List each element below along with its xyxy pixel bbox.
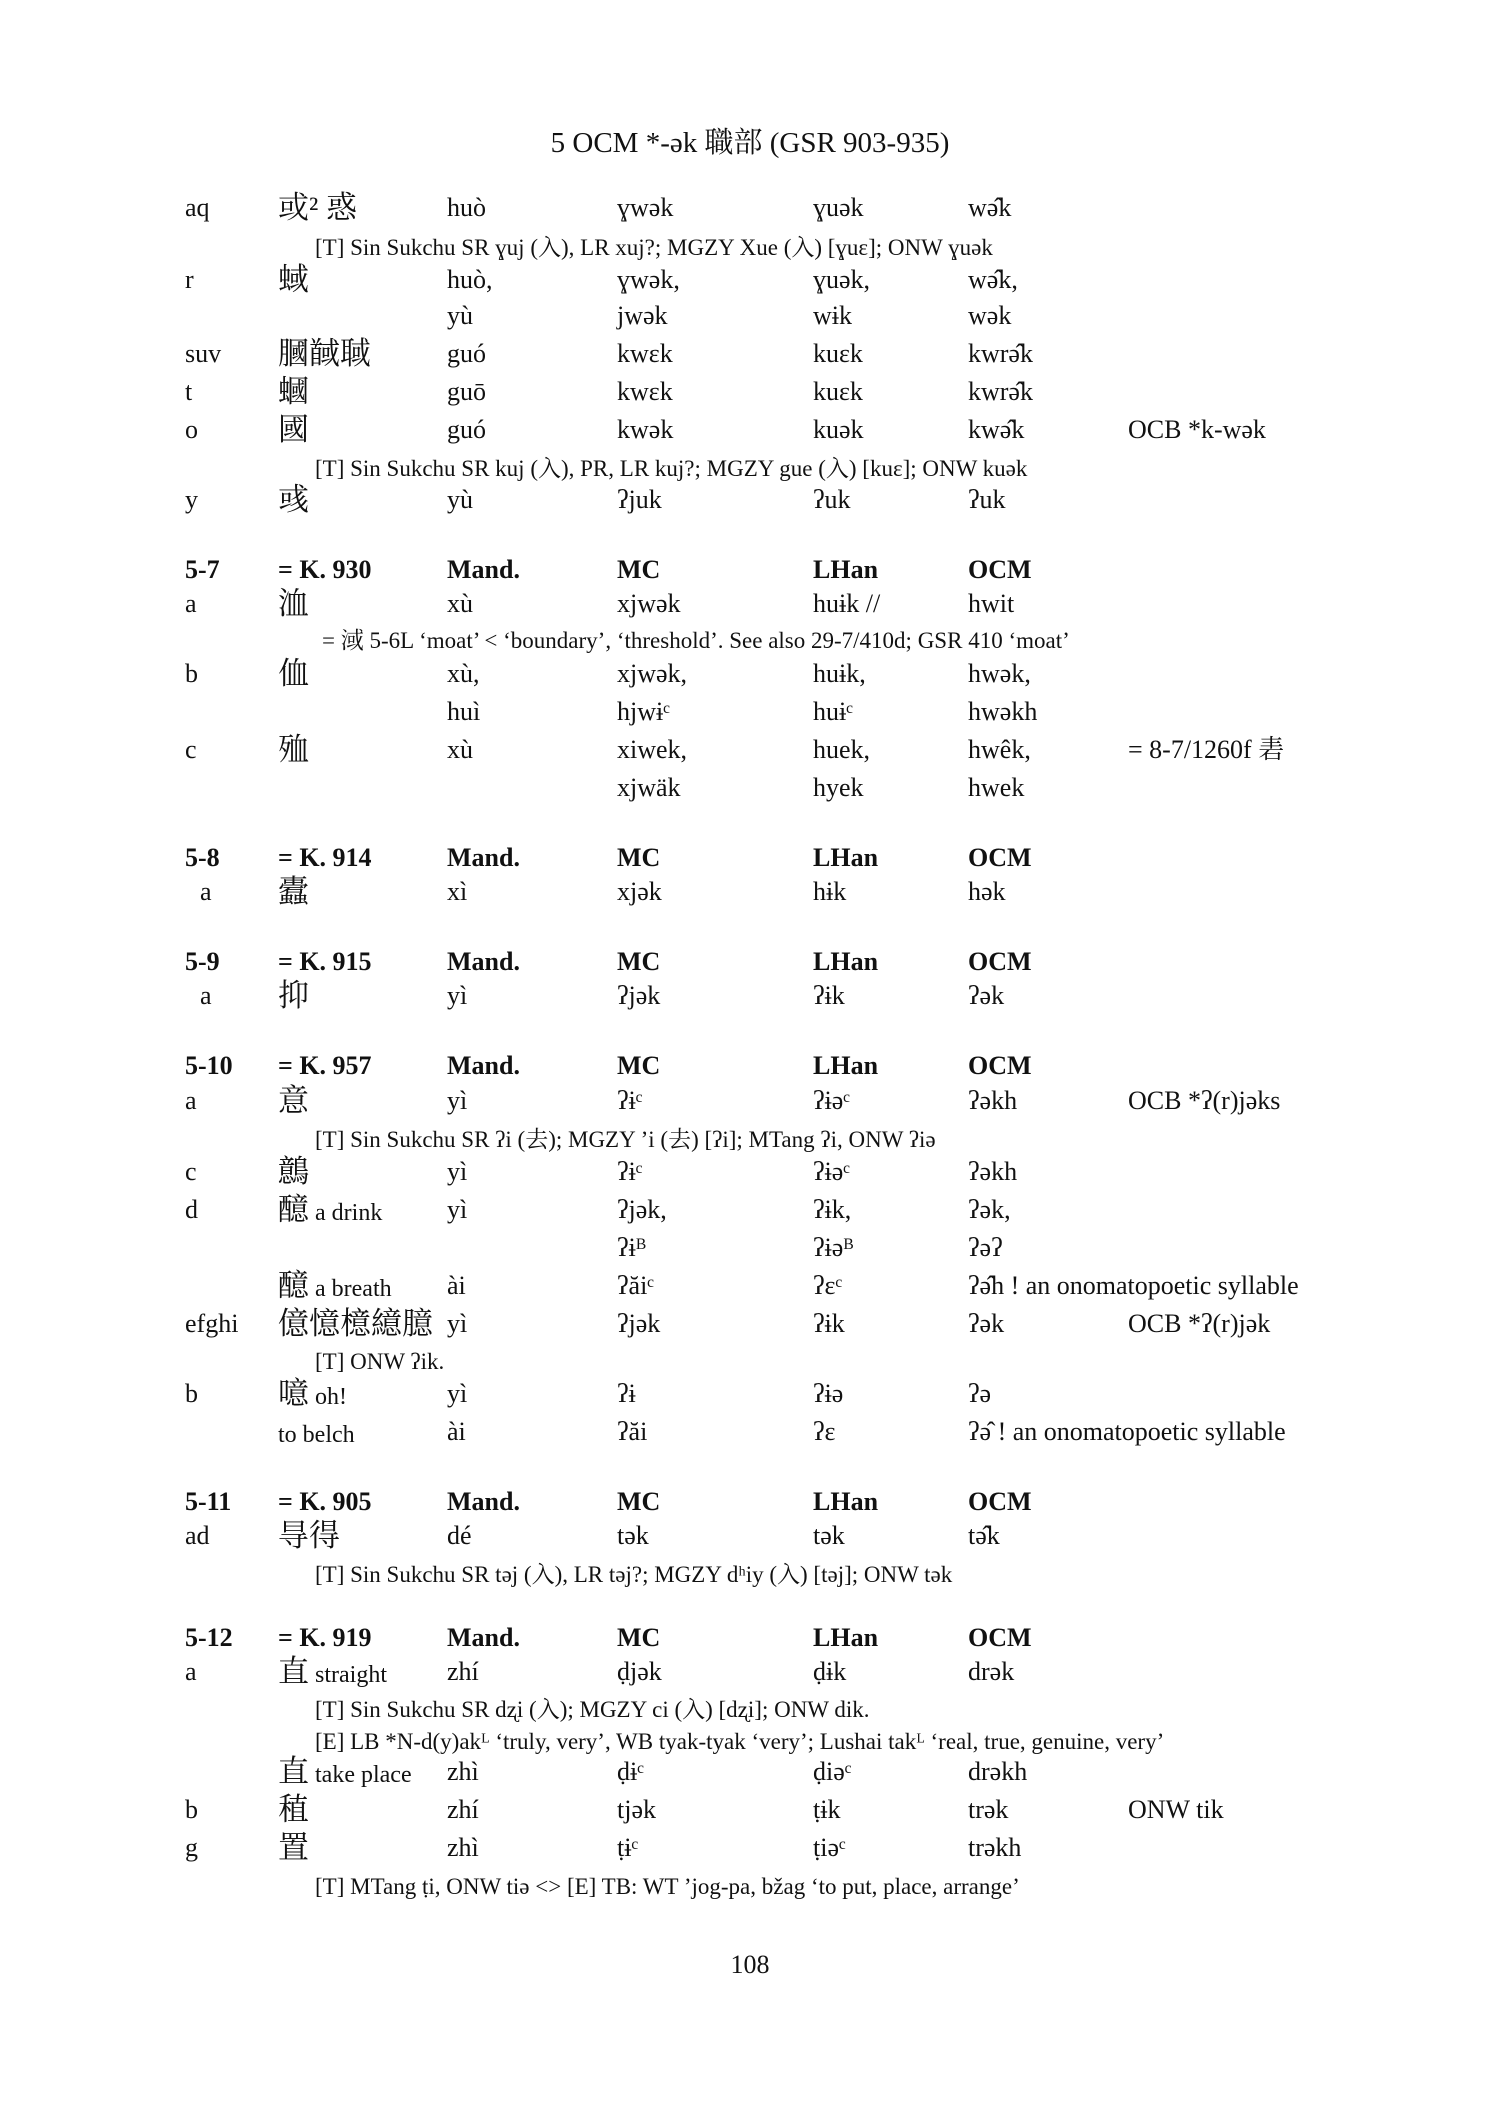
old-chinese: ʔə̂ ! an onomatopoetic syllable (968, 1417, 1286, 1446)
chinese-character: 億憶檍繶臆 (278, 1306, 433, 1341)
gloss: take place (309, 1762, 412, 1788)
old-chinese: ʔək (968, 1309, 1005, 1338)
entry-index: g (185, 1833, 198, 1862)
middle-chinese: MC (617, 843, 661, 872)
karlgren-ref: = K. 905 (278, 1487, 372, 1516)
entry-note: [T] Sin Sukchu SR kuj (入), PR, LR kuj?; MGZY gue (入) [kuɛ]; ONW kuək (315, 456, 1028, 481)
mandarin-reading: zhí (447, 1795, 479, 1824)
entry-row (0, 1376, 1500, 1412)
entry-note: [T] Sin Sukchu SR təj (入), LR təj?; MGZY dʰiy (入) [təj]; ONW tək (315, 1562, 953, 1587)
later-han: LHan (813, 1051, 879, 1080)
old-chinese: ʔəkh (968, 1157, 1018, 1186)
character-cell (278, 1154, 309, 1192)
character-cell (278, 978, 309, 1016)
middle-chinese: ʔăiᶜ (617, 1271, 654, 1300)
chinese-character: 殈 (278, 732, 309, 767)
chinese-character: 噫 (278, 1376, 309, 1411)
entry-index: b (185, 659, 198, 688)
mandarin-reading: zhì (447, 1833, 479, 1862)
section-number: 5-11 (185, 1487, 232, 1516)
gloss: a drink (309, 1200, 383, 1226)
entry-index: t (185, 377, 193, 406)
chinese-character: 稙 (278, 1792, 309, 1827)
mandarin-reading: xù (447, 735, 473, 764)
mandarin-reading: huò (447, 193, 486, 222)
entry-row (0, 1154, 1500, 1190)
entry-index: r (185, 265, 194, 294)
extra-note: ONW tik (1128, 1795, 1224, 1824)
chinese-character: 意 (278, 1083, 309, 1118)
extra-note: OCB *ʔ(r)jək (1128, 1309, 1271, 1338)
chinese-character: 直 (278, 1654, 309, 1689)
chinese-character: 置 (278, 1830, 309, 1865)
old-chinese: kwə̂k (968, 415, 1025, 444)
character-cell (278, 1268, 392, 1307)
entry-index: c (185, 1157, 197, 1186)
entry-row (0, 732, 1500, 768)
chinese-character: 蠹 (278, 874, 309, 909)
middle-chinese: ʔjək, (617, 1195, 667, 1224)
mandarin-reading: yì (447, 1309, 468, 1338)
gloss: a breath (309, 1276, 392, 1302)
later-han: kuək (813, 415, 864, 444)
mandarin-reading: Mand. (447, 555, 520, 584)
entry-row (0, 1414, 1500, 1450)
mandarin-reading: guó (447, 339, 486, 368)
middle-chinese: tək (617, 1521, 649, 1550)
chinese-character: 侐 (278, 656, 309, 691)
later-han: ʔɛᶜ (813, 1271, 843, 1300)
later-han: ʔuk (813, 485, 851, 514)
old-chinese: OCM (968, 1051, 1032, 1080)
section-header (0, 1484, 1500, 1520)
middle-chinese: xjwək, (617, 659, 688, 688)
entry-index: suv (185, 339, 222, 368)
later-han: tək (813, 1521, 845, 1550)
entry-note: [T] Sin Sukchu SR ɣuj (入), LR xuj?; MGZY Xue (入) [ɣuɛ]; ONW ɣuək (315, 235, 993, 260)
middle-chinese: ṭɨᶜ (617, 1833, 639, 1862)
karlgren-ref: = K. 930 (278, 555, 372, 584)
later-han: huek, (813, 735, 871, 764)
middle-chinese: MC (617, 1051, 661, 1080)
character-cell (278, 1792, 309, 1830)
entry-row (0, 656, 1500, 692)
old-chinese: kwrə̂k (968, 339, 1033, 368)
section-number: 5-9 (185, 947, 220, 976)
entry-row (0, 1230, 1500, 1266)
later-han: ṭiəᶜ (813, 1833, 846, 1862)
old-chinese: trək (968, 1795, 1009, 1824)
mandarin-reading: huì (447, 697, 481, 726)
mandarin-reading: ài (447, 1417, 466, 1446)
entry-row (0, 482, 1500, 518)
middle-chinese: xjək (617, 877, 662, 906)
character-cell (278, 374, 309, 412)
old-chinese: ʔə̂h ! an onomatopoetic syllable (968, 1271, 1299, 1300)
old-chinese: wə̂k (968, 193, 1012, 222)
entry-row (0, 586, 1500, 622)
old-chinese: drəkh (968, 1757, 1028, 1786)
entry-row (0, 1268, 1500, 1304)
later-han: ṭɨk (813, 1795, 841, 1824)
entry-row (0, 1792, 1500, 1828)
middle-chinese: ʔɨ (617, 1379, 636, 1408)
middle-chinese: MC (617, 947, 661, 976)
old-chinese: ʔəʔ (968, 1233, 1003, 1262)
entry-index: efghi (185, 1309, 239, 1338)
chinese-character: 直 (278, 1754, 309, 1789)
later-han: ʔɨk (813, 981, 845, 1010)
gloss: to belch (278, 1422, 355, 1448)
chinese-character: 鷾 (278, 1154, 309, 1189)
mandarin-reading: yì (447, 1157, 468, 1186)
mandarin-reading: guó (447, 415, 486, 444)
entry-row (0, 374, 1500, 410)
middle-chinese: ʔɨᴮ (617, 1233, 646, 1262)
entry-index: aq (185, 193, 210, 222)
mandarin-reading: zhì (447, 1757, 479, 1786)
karlgren-ref: = K. 914 (278, 843, 372, 872)
old-chinese: ʔək, (968, 1195, 1011, 1224)
later-han: ḍɨk (813, 1657, 847, 1686)
mandarin-reading: Mand. (447, 843, 520, 872)
character-cell (278, 1518, 340, 1556)
entry-row (0, 262, 1500, 298)
old-chinese: hwêk, (968, 735, 1031, 764)
old-chinese: hək (968, 877, 1006, 906)
entry-row (0, 1654, 1500, 1690)
character-cell (278, 732, 309, 770)
entry-row (0, 770, 1500, 806)
character-cell (278, 262, 309, 300)
gloss: oh! (309, 1384, 347, 1410)
old-chinese: ʔəkh (968, 1086, 1018, 1115)
chinese-character: 蟈 (278, 374, 309, 409)
later-han: ʔɨəᶜ (813, 1086, 850, 1115)
entry-row (0, 1192, 1500, 1228)
entry-index: a (185, 1657, 197, 1686)
character-cell (278, 656, 309, 694)
entry-index: a (185, 1086, 197, 1115)
old-chinese: tə̂k (968, 1521, 1000, 1550)
character-cell (278, 190, 357, 228)
section-header (0, 944, 1500, 980)
later-han: ʔɨəᶜ (813, 1157, 850, 1186)
later-han: ɣuək (813, 193, 864, 222)
middle-chinese: ʔjuk (617, 485, 662, 514)
later-han: LHan (813, 947, 879, 976)
chinese-character: 蜮 (278, 262, 309, 297)
entry-note: [T] ONW ʔik. (315, 1349, 445, 1374)
mandarin-reading: yì (447, 1086, 468, 1115)
old-chinese: drək (968, 1657, 1015, 1686)
extra-note: OCB *k-wək (1128, 415, 1266, 444)
chinese-character: 國 (278, 412, 309, 447)
middle-chinese: kwək (617, 415, 674, 444)
entry-row (0, 978, 1500, 1014)
old-chinese: ʔə (968, 1379, 992, 1408)
entry-index: d (185, 1195, 198, 1224)
entry-row (0, 1306, 1500, 1342)
middle-chinese: MC (617, 1623, 661, 1652)
character-cell (278, 1830, 309, 1868)
mandarin-reading: xì (447, 877, 468, 906)
chinese-character: 抑 (278, 978, 309, 1013)
old-chinese: kwrə̂k (968, 377, 1033, 406)
mandarin-reading: Mand. (447, 1487, 520, 1516)
page-title: 5 OCM *-ək 職部 (GSR 903-935) (550, 127, 950, 159)
character-cell (278, 1654, 387, 1693)
section-header (0, 552, 1500, 588)
chinese-character: 醷 (278, 1268, 309, 1303)
middle-chinese: xjwək (617, 589, 681, 618)
entry-note: [E] LB *N-d(y)akᴸ ‘truly, very’, WB tyak-tyak ‘very’; Lushai takᴸ ‘real, true, genuine, very’ (315, 1729, 1165, 1754)
middle-chinese: tjək (617, 1795, 656, 1824)
middle-chinese: MC (617, 555, 661, 584)
mandarin-reading: yì (447, 981, 468, 1010)
old-chinese: OCM (968, 555, 1032, 584)
section-header (0, 1620, 1500, 1656)
later-han: ʔɨəᴮ (813, 1233, 854, 1262)
old-chinese: ʔək (968, 981, 1005, 1010)
mandarin-reading: xù, (447, 659, 480, 688)
middle-chinese: ḍɨᶜ (617, 1757, 644, 1786)
entry-note: = 淢 5-6L ‘moat’ < ‘boundary’, ‘threshold’. See also 29-7/410d; GSR 410 ‘moat’ (322, 628, 1070, 653)
later-han: wɨk (813, 301, 852, 330)
middle-chinese: ɣwək, (617, 265, 680, 294)
entry-note: [T] Sin Sukchu SR ʔi (去); MGZY ’i (去) [ʔi]; MTang ʔi, ONW ʔiə (315, 1127, 936, 1152)
mandarin-reading: yù (447, 301, 473, 330)
section-number: 5-12 (185, 1623, 233, 1652)
mandarin-reading: ài (447, 1271, 466, 1300)
chinese-character: 醷 (278, 1192, 309, 1227)
mandarin-reading: Mand. (447, 947, 520, 976)
mandarin-reading: guō (447, 377, 486, 406)
old-chinese: hwit (968, 589, 1015, 618)
later-han: hyek (813, 773, 864, 802)
old-chinese: ʔuk (968, 485, 1006, 514)
later-han: kuɛk (813, 339, 863, 368)
character-cell (278, 1754, 412, 1793)
character-cell (278, 874, 309, 912)
entry-index: b (185, 1795, 198, 1824)
character-cell (278, 482, 309, 520)
old-chinese: hwək, (968, 659, 1031, 688)
character-cell (278, 1376, 347, 1415)
old-chinese: OCM (968, 947, 1032, 976)
mandarin-reading: Mand. (447, 1051, 520, 1080)
mandarin-reading: Mand. (447, 1623, 520, 1652)
middle-chinese: ḍjək (617, 1657, 662, 1686)
later-han: kuɛk (813, 377, 863, 406)
entry-row (0, 1518, 1500, 1554)
middle-chinese: xiwek, (617, 735, 688, 764)
mandarin-reading: yù (447, 485, 473, 514)
character-cell (278, 1192, 382, 1231)
extra-note: = 8-7/1260f 砉 (1128, 735, 1285, 764)
middle-chinese: jwək (617, 301, 668, 330)
later-han: ʔɨk (813, 1309, 845, 1338)
later-han: ḍiəᶜ (813, 1757, 852, 1786)
middle-chinese: ʔăi (617, 1417, 648, 1446)
middle-chinese: ʔɨᶜ (617, 1157, 643, 1186)
character-cell (278, 1306, 433, 1344)
middle-chinese: ʔjək (617, 1309, 661, 1338)
chinese-character: 洫 (278, 586, 309, 621)
extra-note: OCB *ʔ(r)jəks (1128, 1086, 1281, 1115)
later-han: ɣuək, (813, 265, 871, 294)
entry-index: a (185, 589, 197, 618)
section-header (0, 1048, 1500, 1084)
middle-chinese: ɣwək (617, 193, 674, 222)
old-chinese: trəkh (968, 1833, 1022, 1862)
entry-row (0, 1083, 1500, 1119)
character-cell (278, 1414, 355, 1453)
middle-chinese: ʔɨᶜ (617, 1086, 643, 1115)
entry-row (0, 694, 1500, 730)
character-cell (278, 586, 309, 624)
entry-row (0, 874, 1500, 910)
entry-row (0, 1830, 1500, 1866)
middle-chinese: kwɛk (617, 377, 673, 406)
later-han: ʔɨə (813, 1379, 844, 1408)
entry-row (0, 1754, 1500, 1790)
entry-row (0, 336, 1500, 372)
old-chinese: OCM (968, 1623, 1032, 1652)
later-han: LHan (813, 555, 879, 584)
middle-chinese: MC (617, 1487, 661, 1516)
entry-row (0, 298, 1500, 334)
character-cell (278, 412, 309, 450)
entry-index: ad (185, 1521, 210, 1550)
old-chinese: OCM (968, 1487, 1032, 1516)
karlgren-ref: = K. 915 (278, 947, 372, 976)
middle-chinese: xjwäk (617, 773, 681, 802)
entry-index: o (185, 415, 198, 444)
entry-note: [T] Sin Sukchu SR dʐi (入); MGZY ci (入) [dʐi]; ONW dik. (315, 1697, 870, 1722)
entry-row (0, 412, 1500, 448)
later-han: LHan (813, 1623, 879, 1652)
later-han: ʔɛ (813, 1417, 836, 1446)
section-number: 5-7 (185, 555, 220, 584)
mandarin-reading: yì (447, 1379, 468, 1408)
later-han: huɨk, (813, 659, 866, 688)
later-han: huɨk // (813, 589, 881, 618)
mandarin-reading: xù (447, 589, 473, 618)
entry-row (0, 190, 1500, 226)
mandarin-reading: huò, (447, 265, 493, 294)
old-chinese: wək (968, 301, 1012, 330)
entry-index: a (200, 877, 212, 906)
character-cell (278, 336, 371, 374)
entry-index: y (185, 485, 198, 514)
entry-index: c (185, 735, 197, 764)
entry-index: a (200, 981, 212, 1010)
character-cell (278, 1083, 309, 1121)
chinese-character: 㝵得 (278, 1518, 340, 1553)
later-han: hɨk (813, 877, 847, 906)
section-header (0, 840, 1500, 876)
middle-chinese: hjwɨᶜ (617, 697, 670, 726)
page-number: 108 (730, 1950, 770, 1979)
old-chinese: hwek (968, 773, 1025, 802)
later-han: huɨᶜ (813, 697, 853, 726)
chinese-character: 彧 (278, 482, 309, 517)
middle-chinese: kwɛk (617, 339, 673, 368)
entry-note: [T] MTang ṭi, ONW tiə <> [E] TB: WT ’jog-pa, bžag ‘to put, place, arrange’ (315, 1874, 1020, 1899)
later-han: LHan (813, 843, 879, 872)
gloss: straight (309, 1662, 387, 1688)
entry-index: b (185, 1379, 198, 1408)
section-number: 5-10 (185, 1051, 233, 1080)
mandarin-reading: zhí (447, 1657, 479, 1686)
later-han: LHan (813, 1487, 879, 1516)
karlgren-ref: = K. 919 (278, 1623, 372, 1652)
chinese-character: 或² 惑 (278, 190, 358, 225)
middle-chinese: ʔjək (617, 981, 661, 1010)
section-number: 5-8 (185, 843, 220, 872)
chinese-character: 膕馘聝 (278, 336, 371, 371)
karlgren-ref: = K. 957 (278, 1051, 372, 1080)
old-chinese: OCM (968, 843, 1032, 872)
mandarin-reading: yì (447, 1195, 468, 1224)
old-chinese: hwəkh (968, 697, 1038, 726)
later-han: ʔɨk, (813, 1195, 852, 1224)
mandarin-reading: dé (447, 1521, 472, 1550)
old-chinese: wə̂k, (968, 265, 1018, 294)
